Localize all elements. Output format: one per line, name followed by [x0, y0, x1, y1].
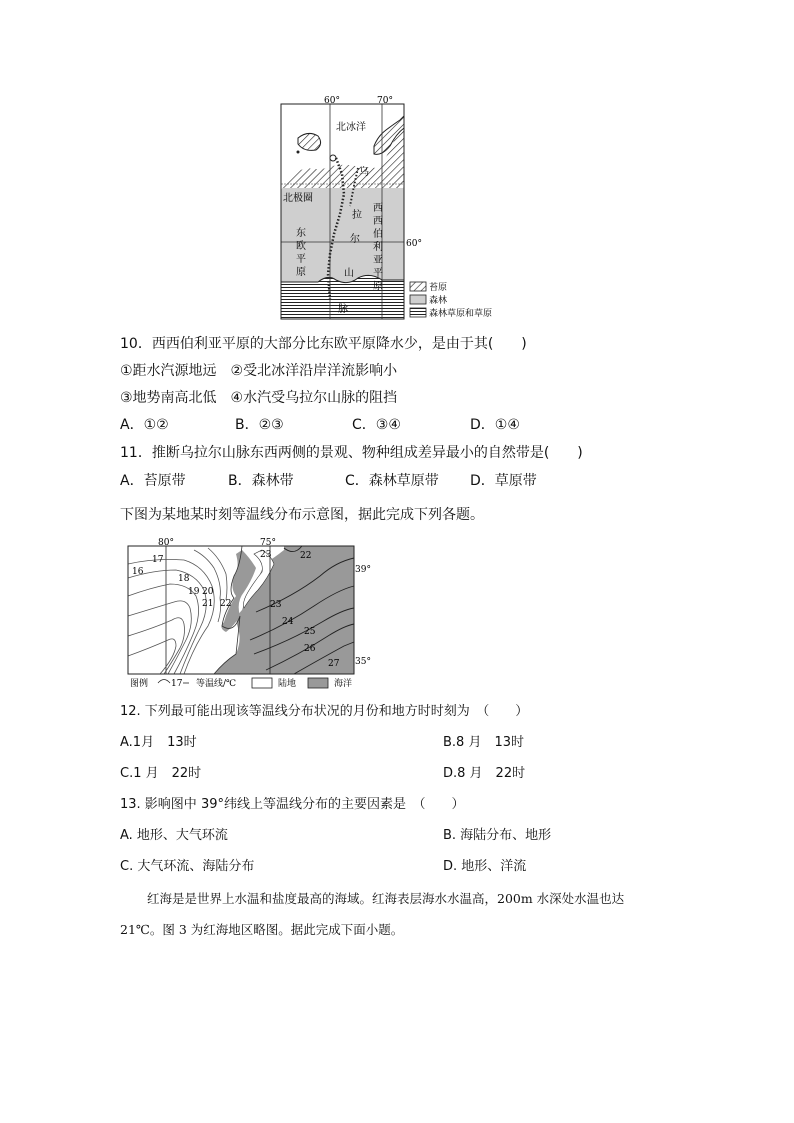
isotherm-label: 20 [202, 587, 214, 597]
legend-forest: 森林 [429, 296, 448, 306]
lon-70-label: 70° [377, 96, 393, 106]
lon-60-label: 60° [324, 96, 340, 106]
ural-char: 山 [344, 268, 354, 279]
legend-land: 陆地 [278, 679, 297, 689]
isotherm-label: 18 [178, 574, 190, 584]
q13-stem: 13. 影响图中 39°纬线上等温线分布的主要因素是 （ ） [120, 797, 465, 812]
q10-option-d: D．①④ [470, 417, 520, 433]
q12-option-b: B.8 月 13时 [443, 735, 524, 750]
legend-isotherm-num: 17 [171, 679, 183, 689]
west-plain-char: 伯 [373, 229, 383, 240]
lat-60-label: 60° [406, 239, 422, 249]
isotherm-label: 22 [220, 599, 232, 609]
isotherm-label: 23 [270, 600, 282, 610]
isotherm-label: 24 [282, 617, 294, 627]
isotherm-label: 19 [188, 587, 200, 597]
isotherm-label: 27 [328, 659, 340, 669]
q13-option-c: C. 大气环流、海陆分布 [120, 859, 255, 874]
west-plain-char: 西 [373, 203, 383, 214]
q11-option-d: D．草原带 [470, 473, 537, 489]
q12-option-a: A.1月 13时 [120, 735, 197, 750]
west-plain-char: 西 [373, 216, 383, 227]
q10-option-b: B．②③ [235, 417, 284, 433]
lat-35-label: 35° [355, 657, 371, 667]
q11-option-b: B．森林带 [228, 473, 294, 489]
isotherm-label: 16 [132, 567, 144, 577]
arctic-ocean-label: 北冰洋 [336, 122, 366, 133]
west-plain-char: 原 [373, 281, 383, 292]
red-sea-intro-line2: 21℃。图 3 为红海地区略图。据此完成下面小题。 [120, 922, 404, 937]
q10-option-a: A．①② [120, 417, 169, 433]
arctic-circle-label: 北极圈 [283, 193, 313, 204]
red-sea-intro-line1: 红海是是世界上水温和盐度最高的海域。红海表层海水水温高，200m 水深处水温也达 [147, 891, 625, 906]
west-plain-char: 平 [373, 268, 383, 279]
q10-line1: ①距水汽源地远 ②受北冰洋沿岸洋流影响小 [120, 363, 398, 379]
ural-char: 拉 [352, 210, 362, 221]
legend-swatch-grass [410, 308, 426, 317]
legend-swatch-forest [410, 295, 426, 304]
island [298, 133, 321, 150]
legend-tundra: 苔原 [429, 283, 448, 293]
q13-option-a: A. 地形、大气环流 [120, 828, 228, 843]
east-plain-char: 原 [296, 267, 306, 278]
east-plain-char: 平 [296, 254, 306, 265]
q13-option-b: B. 海陆分布、地形 [443, 828, 552, 843]
legend-title: 图例 [130, 679, 149, 689]
west-plain-char: 利 [373, 242, 383, 253]
legend-sea-swatch [308, 678, 328, 688]
ural-char: 脉 [338, 304, 348, 315]
lon-75-label: 75° [260, 538, 276, 548]
q12-stem: 12. 下列最可能出现该等温线分布状况的月份和地方时时刻为 （ ） [120, 704, 529, 719]
lat-39-label: 39° [355, 565, 371, 575]
west-plain-char: 亚 [373, 255, 383, 266]
legend-sea: 海洋 [334, 679, 353, 689]
legend-land-swatch [252, 678, 272, 688]
q11-option-c: C．森林草原带 [345, 473, 439, 489]
isotherm-label: 22 [300, 551, 312, 561]
q10-option-c: C．③④ [352, 417, 401, 433]
q12-option-c: C.1 月 22时 [120, 766, 202, 781]
isotherm-label: 17 [152, 555, 164, 565]
isotherm-label: 21 [202, 599, 214, 609]
q11-stem: 11．推断乌拉尔山脉东西两侧的景观、物种组成差异最小的自然带是( ) [120, 445, 583, 461]
legend-swatch-tundra [410, 282, 426, 291]
ural-char: 尔 [350, 234, 360, 245]
isotherm-label: 25 [304, 627, 316, 637]
q10-stem: 10．西西伯利亚平原的大部分比东欧平原降水少，是由于其( ) [120, 336, 527, 352]
isotherm-map [124, 536, 382, 692]
isotherm-label: 26 [304, 644, 316, 654]
legend-isotherm: 等温线/℃ [196, 679, 237, 689]
q13-option-d: D. 地形、洋流 [443, 859, 527, 874]
isotherm-label: 23 [260, 550, 272, 560]
east-plain-char: 东 [296, 228, 306, 239]
q12-option-d: D.8 月 22时 [443, 766, 526, 781]
ural-char: 乌 [359, 167, 369, 178]
lon-80-label: 80° [158, 538, 174, 548]
q11-option-a: A．苔原带 [120, 473, 186, 489]
legend-isotherm-line [158, 680, 170, 684]
q10-line2: ③地势南高北低 ④水汽受乌拉尔山脉的阻挡 [120, 390, 398, 406]
intro-isotherm: 下图为某地某时刻等温线分布示意图，据此完成下列各题。 [120, 507, 484, 523]
ural-region-map [278, 94, 510, 324]
east-plain-char: 欧 [296, 241, 306, 252]
legend-grass: 森林草原和草原 [429, 309, 493, 319]
